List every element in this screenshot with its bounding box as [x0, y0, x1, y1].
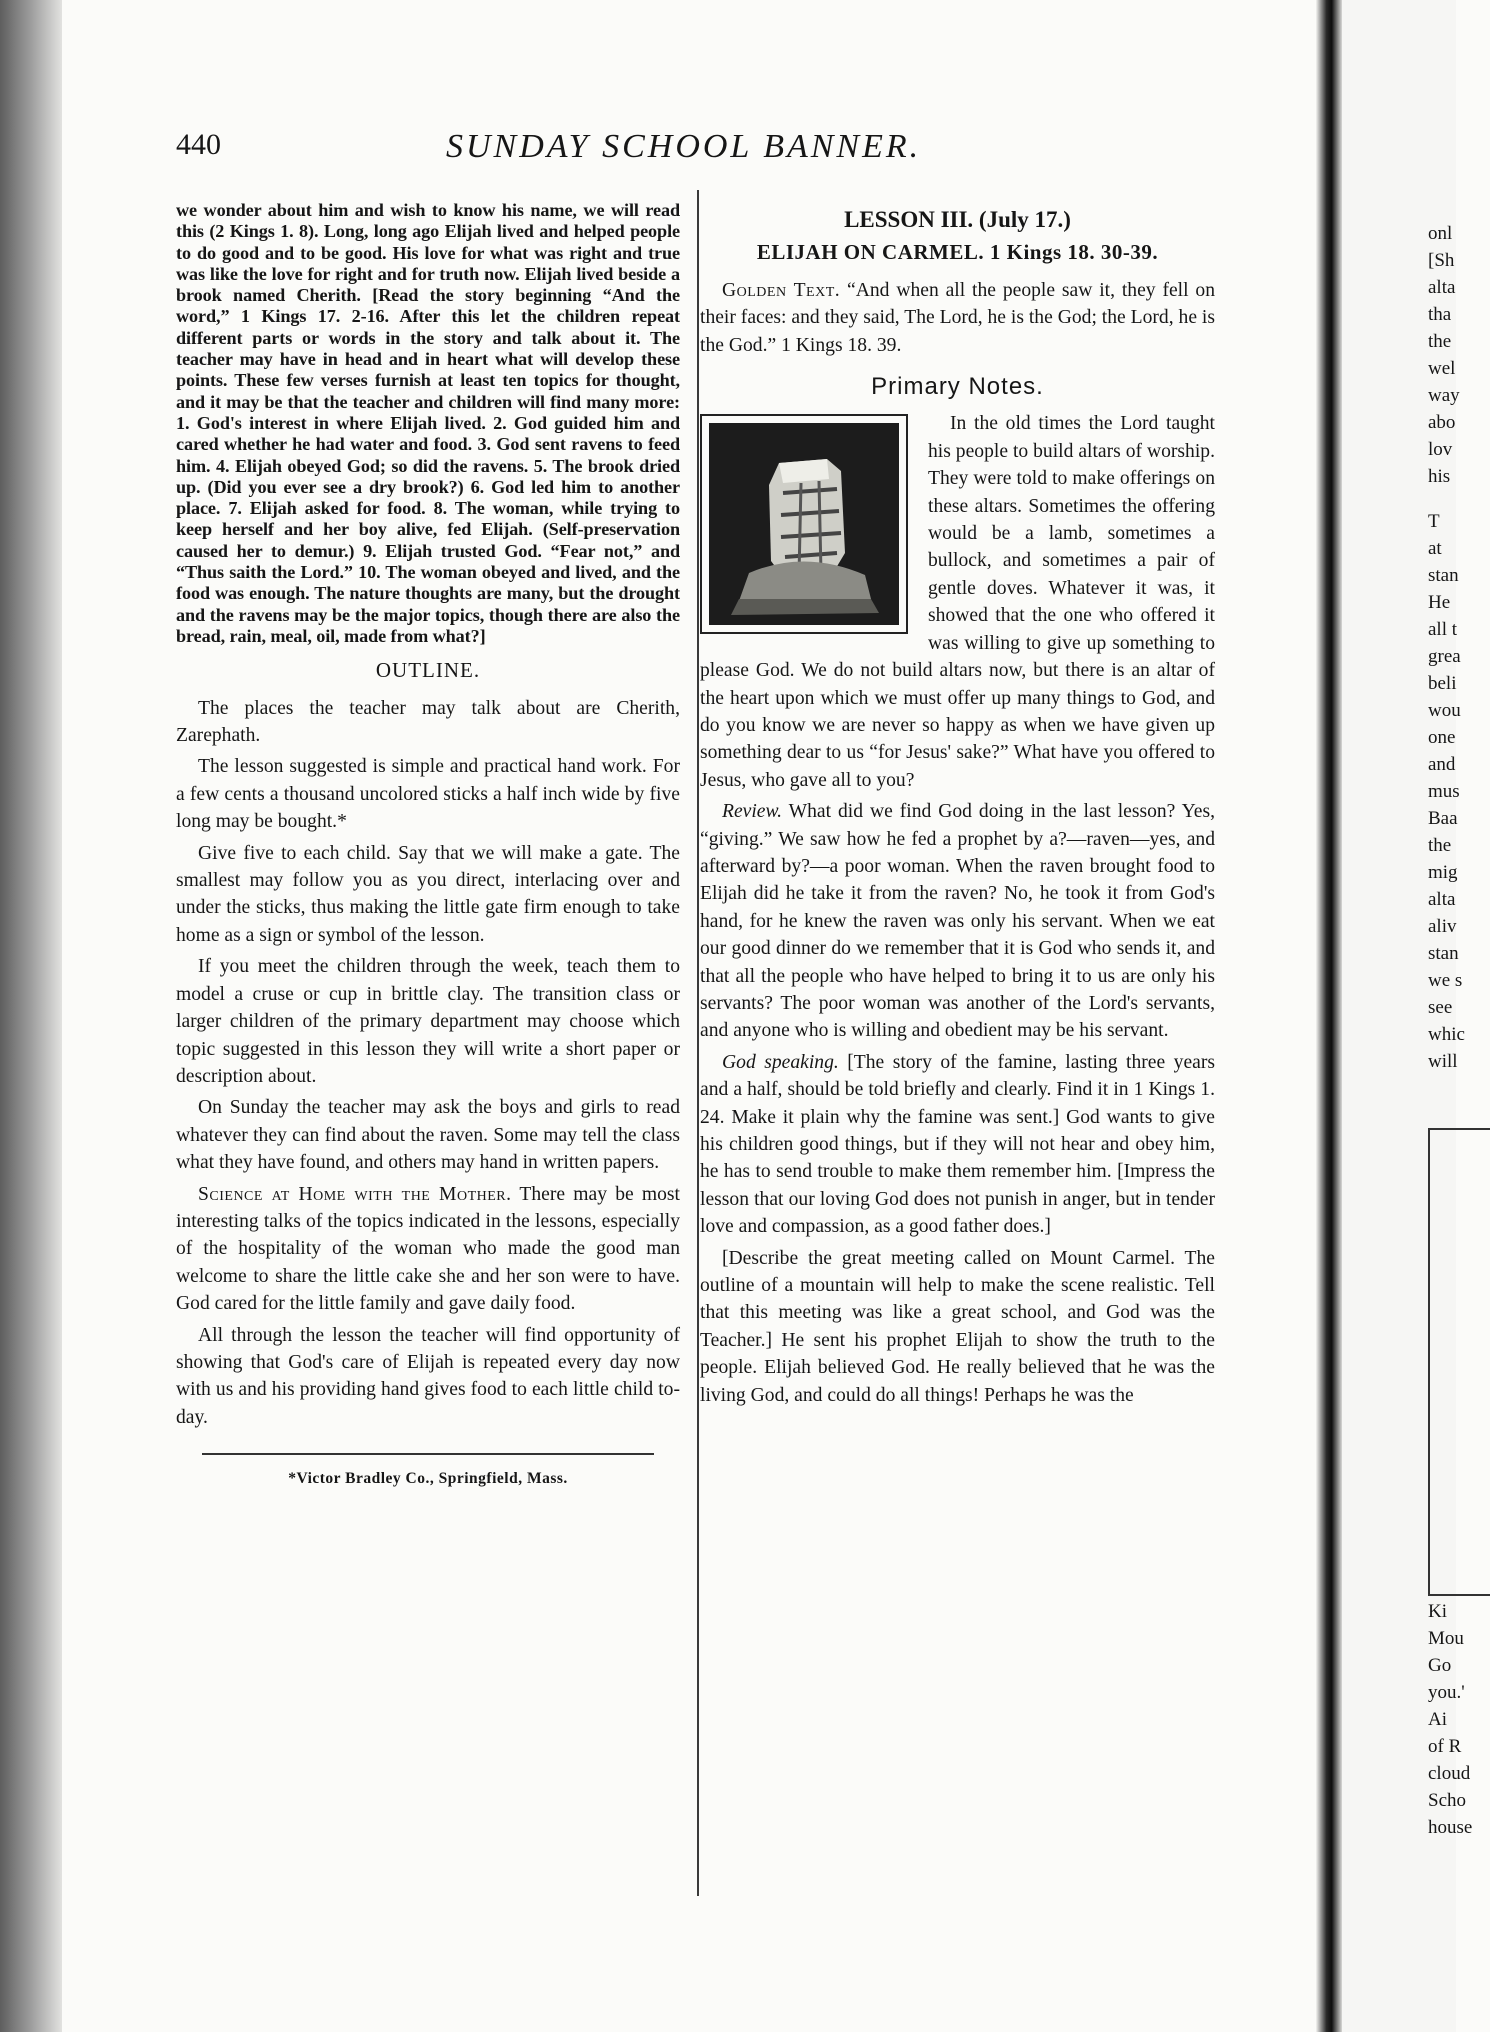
science-lead: Science at Home with the Mother.	[198, 1183, 512, 1205]
fragment-line: see	[1428, 997, 1453, 1018]
lesson-heading: LESSON III. (July 17.)	[844, 207, 1071, 232]
fragment-line: one	[1428, 727, 1456, 748]
fragment-line: house	[1428, 1817, 1473, 1838]
page-number: 440	[176, 128, 221, 161]
footnote: *Victor Bradley Co., Springfield, Mass.	[288, 1470, 568, 1488]
paragraph-closing: All through the lesson the teacher will find opportunity of showing that God's care of Elijah is repeated every day now with us and his providing hand gives food to each little child to-day.	[176, 1324, 680, 1428]
review-text: What did we find God doing in the last lesson? Yes, “giving.” We saw how he fed a prophet by a?—raven—yes, and afterward by?—a poor woman. When the raven brought food to Elijah did he take it from the raven? No, he took it from God's hand, for he knew the raven was only his servant. When we eat our good dinner do we remember that it is God who sends it, and that all the people who have helped to bring it to us are only his servants? The poor woman was another of the Lord's servants, and anyone who is willing and obedient may be his servant.	[700, 801, 1215, 1042]
paragraph-raven: On Sunday the teacher may ask the boys and girls to read whatever they can find about the raven. Some may tell the class what they have found, and others may hand in written papers.	[176, 1097, 680, 1174]
binding-gutter	[0, 0, 62, 2032]
fragment-line: abo	[1428, 412, 1456, 433]
fragment-line: cloud	[1428, 1763, 1471, 1784]
paragraph-altars: In the old times the Lord taught his people to build altars of worship. They were told to make offerings on these altars. Sometimes the offering would be a lamb, sometimes a bullock, and sometimes a pair of gentle doves. Whatever it was, it showed that the one who offered it was willing to give up something to please God. We do not build altars now, but there is an altar of the heart upon which we must offer up many things to God, and do you know we are never so happy as when we have given up something dear to us “for Jesus' sake?” What have you offered to Jesus, who gave all to you?	[700, 413, 1215, 791]
fragment-line: stan	[1428, 565, 1459, 586]
fragment-line: lov	[1428, 439, 1453, 460]
golden-text-body: “And when all the people saw it, they fell on their faces: and they said, The Lord, he is the God; the Lord, he is the God.” 1 Kings 18. 39.	[700, 279, 1215, 356]
right-column	[700, 200, 1215, 1413]
fragment-line: onl	[1428, 223, 1453, 244]
left-column	[176, 200, 680, 1493]
running-title: SUNDAY SCHOOL BANNER.	[446, 128, 922, 165]
paragraph-places: The places the teacher may talk about are Cherith, Zarephath.	[176, 697, 680, 747]
paragraph-carmel: [Describe the great meeting called on Mount Carmel. The outline of a mountain will help to make the scene realistic. Tell that this meeting was like a great school, and God was the Teacher.] He sent his prophet Elijah to show the truth to the people. Elijah believed God. He really believed that he was the living God, and could do all things! Perhaps he was the	[700, 1247, 1215, 1406]
fragment-line: all t	[1428, 619, 1458, 640]
fragment-line: aliv	[1428, 916, 1457, 937]
next-page-fragment-bottom	[1428, 1598, 1472, 1841]
paragraph-gate: Give five to each child. Say that we will make a gate. The smallest may follow you as you direct, interlacing over and under the sticks, thus making the little gate firm enough to take home as a sign or symbol of the lesson.	[176, 842, 680, 946]
fragment-line: you.'	[1428, 1682, 1465, 1703]
altar-image	[709, 423, 899, 625]
god-speaking-label: God speaking.	[722, 1051, 839, 1073]
fragment-line: and	[1428, 754, 1456, 775]
fragment-line: wel	[1428, 358, 1456, 379]
fragment-line: at	[1428, 538, 1442, 559]
paragraph-god-speaking	[700, 1049, 1215, 1241]
footnote-rule	[202, 1453, 654, 1455]
review-label: Review.	[722, 801, 783, 823]
paragraph-hand-work: The lesson suggested is simple and practical hand work. For a few cents a thousand uncolored sticks a half inch wide by five long may be bought.*	[176, 756, 680, 833]
fragment-line: Scho	[1428, 1790, 1466, 1811]
outline-heading: OUTLINE.	[375, 658, 481, 683]
next-page-fragment-middle	[1428, 508, 1465, 1075]
fragment-line: the	[1428, 331, 1452, 352]
fragment-line: Go	[1428, 1655, 1452, 1676]
golden-text-label: Golden Text.	[722, 279, 841, 301]
science-text: There may be most interesting talks of the topics indicated in the lessons, especially of the hospitality of the woman who made the good man welcome to share the little cake she and her son were to have. God cared for the little family and gave daily food.	[176, 1183, 680, 1315]
fragment-line: whic	[1428, 1024, 1465, 1045]
page-header	[176, 128, 1226, 172]
fragment-line: we s	[1428, 970, 1463, 991]
altar-illustration	[700, 414, 908, 634]
paragraph-science	[176, 1181, 680, 1318]
fragment-line: Baa	[1428, 808, 1458, 829]
fragment-line: of R	[1428, 1736, 1462, 1757]
next-page-fragment-top	[1428, 220, 1460, 490]
fragment-line: Mou	[1428, 1628, 1464, 1649]
primary-notes-heading: Primary Notes.	[871, 373, 1044, 401]
fragment-line: will	[1428, 1051, 1458, 1072]
paragraph-clay: If you meet the children through the week, teach them to model a cruse or cup in brittle clay. The transition class or larger children of the primary department may choose which topic suggested in this lesson they will write a short paper or description about.	[176, 956, 680, 1087]
page-fold-shadow	[1316, 0, 1342, 2032]
lesson-subheading: ELIJAH ON CARMEL. 1 Kings 18. 30-39.	[756, 240, 1159, 265]
intro-block	[176, 200, 680, 647]
fragment-line: [Sh	[1428, 250, 1455, 271]
intro-paragraph: we wonder about him and wish to know his name, we will read this (2 Kings 1. 8). Long, long ago Elijah lived and helped people to do good and to be good. His love for what was right and true was like the love for right and for truth now. Elijah lived beside a brook named Cherith. [Read the story beginning “And the word,” 1 Kings 17. 2-16. After this let the children repeat different parts or words in the story and talk about it. The teacher may have in head and in heart what will develop these points. These few verses furnish at least ten topics for thought, and it may be that the teacher and children will find many more: 1. God's interest in where Elijah lived. 2. God guided him and cared whether he had water and food. 3. God sent ravens to feed him. 4. Elijah obeyed God; so did the ravens. 5. The brook dried up. (Did you ever see a dry brook?) 6. God led him to another place. 7. Elijah asked for food. 8. The woman, while trying to keep herself and her boy alive, fed Elijah. (Self-preservation caused her to demur.) 9. Elijah trusted God. “Fear not,” and “Thus saith the Lord.” 10. The woman obeyed and lived, and the food was enough. The nature thoughts are many, but the drought and the ravens may be the major topics, though there are also the bread, rain, meal, oil, made from what?]	[176, 200, 680, 646]
fragment-line: alta	[1428, 277, 1456, 298]
fragment-line: the	[1428, 835, 1452, 856]
fragment-line: He	[1428, 592, 1451, 613]
golden-text	[700, 277, 1215, 359]
fragment-line: his	[1428, 466, 1451, 487]
fragment-line: wou	[1428, 700, 1461, 721]
fragment-line: way	[1428, 385, 1460, 406]
god-speaking-text: [The story of the famine, lasting three years and a half, should be told briefly and clearly. Find it in 1 Kings 1. 24. Make it plain why the famine was sent.] God wants to give his children good things, but if they will not hear and obey him, he has to send trouble to make them remember him. [Impress the lesson that our loving God does not punish in anger, but in tender love and compassion, as a good father does.]	[700, 1051, 1215, 1238]
fragment-line: stan	[1428, 943, 1459, 964]
fragment-line: grea	[1428, 646, 1461, 667]
fragment-line: T	[1428, 511, 1440, 532]
fragment-line: tha	[1428, 304, 1452, 325]
next-page-figure-edge	[1428, 1128, 1490, 1596]
fragment-line: Ai	[1428, 1709, 1447, 1730]
paragraph-review	[700, 798, 1215, 1045]
fragment-line: mig	[1428, 862, 1458, 883]
column-divider	[697, 190, 699, 1896]
fragment-line: alta	[1428, 889, 1456, 910]
fragment-line: Ki	[1428, 1601, 1447, 1622]
fragment-line: mus	[1428, 781, 1460, 802]
fragment-line: beli	[1428, 673, 1457, 694]
